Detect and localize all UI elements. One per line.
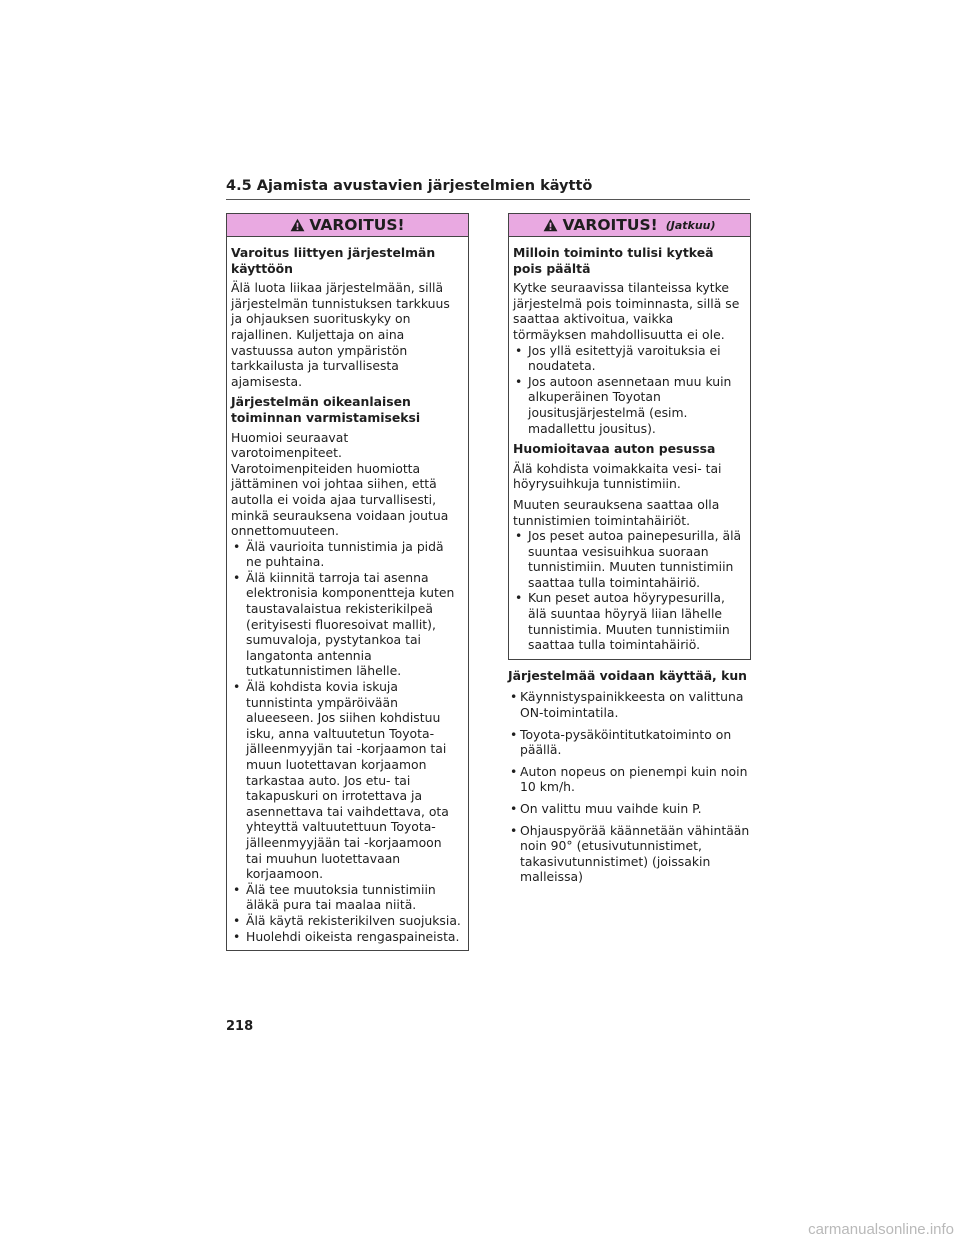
- list-item: • Älä kohdista kovia iskuja tunnistinta ympäröivään alueeseen. Jos siihen kohdistuu isku, anna valtuutetun Toyota-jälleenmyyjän tai -korjaamon tai muun luotettavan korjaamon tarkastaa auto. Jos etu- tai takapuskuri on irrotettava ja asennettava tai vaihdettava, ota yhteyttä valtuutettuun Toyota-jälleenmyyjään tai -korjaamoon tai muuhun luotettavaan korjaamoon.: [231, 679, 461, 882]
- list-item: • On valittu muu vaihde kuin P.: [508, 801, 751, 817]
- warning-header: [227, 214, 468, 237]
- operation-conditions: [508, 660, 751, 885]
- warning-body: [509, 237, 750, 659]
- warning-triangle-icon: [290, 218, 305, 232]
- warning-box-continued: [508, 213, 751, 660]
- watermark: carmanualsonline.info: [808, 1221, 954, 1238]
- right-column: [508, 213, 751, 891]
- warning-body: [227, 237, 468, 950]
- operation-heading: Järjestelmää voidaan käyttää, kun: [508, 667, 747, 683]
- warning-paragraph: Huomioi seuraavat varotoimenpiteet. Varotoimenpiteiden huomiotta jättäminen voi johtaa siihen, että autolla ei voida ajaa turvallisesti, minkä seurauksena voidaan joutua onnettomuuteen.: [231, 429, 449, 539]
- warning-subheading: Varoitus liittyen järjestelmän käyttöön: [231, 245, 436, 276]
- warning-bullet-list: [513, 343, 743, 437]
- left-column: [226, 213, 469, 951]
- list-item: • Kun peset autoa höyrypesurilla, älä suuntaa höyryä liian lähelle tunnistimia. Muuten tunnistimiin saattaa tulla toimintahäiriö.: [513, 590, 743, 652]
- list-item: • Älä vaurioita tunnistimia ja pidä ne puhtaina.: [231, 539, 461, 570]
- warning-paragraph: Kytke seuraavissa tilanteissa kytke järjestelmä pois toiminnasta, sillä se saattaa aktivoitua, vaikka törmäyksen mahdollisuutta ei ole.: [513, 280, 740, 342]
- warning-paragraph: Muuten seurauksena saattaa olla tunnistimien toimintahäiriöt.: [513, 496, 720, 528]
- warning-bullet-list: [231, 539, 461, 944]
- section-title: 4.5 Ajamista avustavien järjestelmien käyttö: [226, 178, 750, 200]
- warning-subheading: Järjestelmän oikeanlaisen toiminnan varmistamiseksi: [231, 394, 421, 425]
- list-item: • Älä tee muutoksia tunnistimiin äläkä pura tai maalaa niitä.: [231, 882, 461, 913]
- warning-bullet-list: [513, 528, 743, 653]
- warning-paragraph: Älä kohdista voimakkaita vesi- tai höyrysuihkuja tunnistimiin.: [513, 460, 722, 492]
- list-item: • Toyota-pysäköintitutkatoiminto on päällä.: [508, 727, 751, 758]
- list-item: • Jos peset autoa painepesurilla, älä suuntaa vesisuihkua suoraan tunnistimiin. Muuten tunnistimiin saattaa tulla toimintahäiriö.: [513, 528, 743, 590]
- warning-title: VAROITUS!: [309, 216, 405, 234]
- page-number: 218: [226, 1019, 254, 1034]
- warning-triangle-icon: [543, 218, 558, 232]
- list-item: • Älä kiinnitä tarroja tai asenna elektronisia komponentteja kuten taustavalaistua rekisterikilpeä (erityisesti fluoresoivat mallit), sumuvaloja, pystytankoa tai langatonta antennia tutkatunnistimen lähelle.: [231, 570, 461, 679]
- warning-box: [226, 213, 469, 951]
- warning-subheading: Huomioitavaa auton pesussa: [513, 441, 716, 457]
- list-item: • Jos autoon asennetaan muu kuin alkuperäinen Toyotan jousitusjärjestelmä (esim. madallettu jousitus).: [513, 374, 743, 436]
- warning-title: VAROITUS!: [562, 216, 658, 234]
- list-item: • Huolehdi oikeista rengaspaineista.: [231, 929, 461, 945]
- list-item: • Käynnistyspainikkeesta on valittuna ON-toimintatila.: [508, 689, 751, 720]
- list-item: • Älä käytä rekisterikilven suojuksia.: [231, 913, 461, 929]
- warning-paragraph: Älä luota liikaa järjestelmään, sillä järjestelmän tunnistuksen tarkkuus ja ohjauksen suorituskyky on rajallinen. Kuljettaja on aina vastuussa auton ympäristön tarkkailusta ja turvallisesta ajamisesta.: [231, 280, 450, 389]
- list-item: • Jos yllä esitettyjä varoituksia ei noudateta.: [513, 343, 743, 374]
- warning-header: [509, 214, 750, 237]
- continued-label: (Jatkuu): [665, 218, 716, 232]
- operation-bullet-list: [508, 689, 751, 885]
- list-item: • Ohjauspyörää käännetään vähintään noin 90° (etusivutunnistimet, takasivutunnistimet) (joissakin malleissa): [508, 823, 751, 885]
- list-item: • Auton nopeus on pienempi kuin noin 10 km/h.: [508, 764, 751, 795]
- warning-subheading: Milloin toiminto tulisi kytkeä pois päältä: [513, 245, 714, 276]
